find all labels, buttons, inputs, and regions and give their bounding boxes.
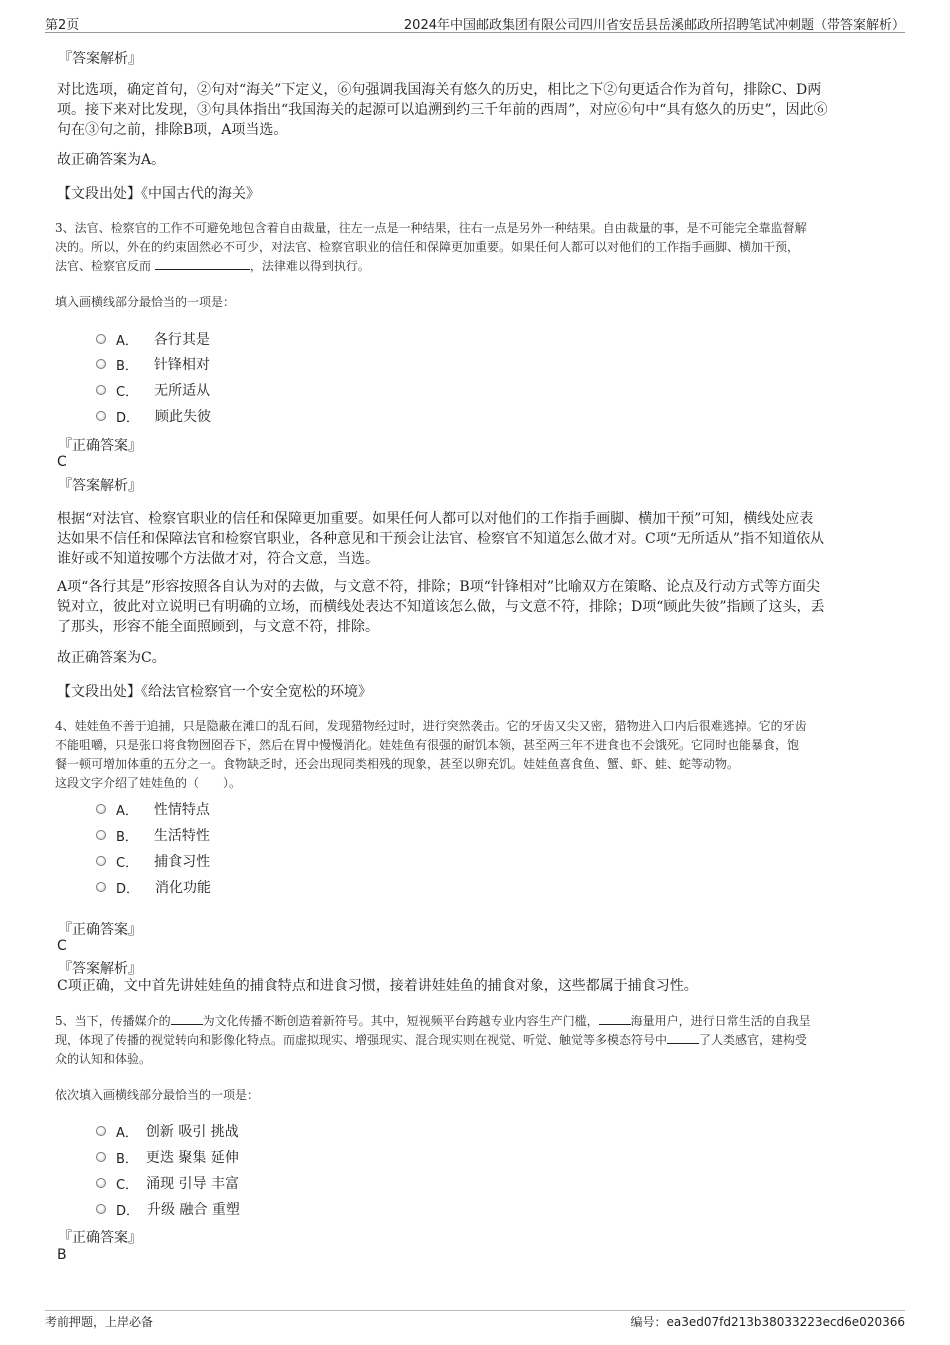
q5-blank-1: [171, 1012, 203, 1025]
q3-line-before-blank: 法官、检察官反而: [55, 259, 152, 273]
q3-analysis-tag: 『答案解析』: [58, 478, 142, 494]
q5-line: [55, 1012, 900, 1031]
q5-answer: B: [57, 1247, 67, 1263]
radio-icon[interactable]: [96, 1152, 106, 1162]
radio-icon[interactable]: [96, 411, 106, 421]
q3-option-d[interactable]: [96, 406, 211, 426]
q3-analysis-line: 了那头，形容不能全面照顾到，与文意不符，排除。: [57, 619, 379, 635]
radio-icon[interactable]: [96, 385, 106, 395]
option-key: A．: [116, 333, 138, 349]
q3-analysis-line: 根据“对法官、检察官职业的信任和保障更加重要。如果任何人都可以对他们的工作指手画脚、横加干预”可知，横线处应表: [57, 511, 814, 527]
q4-option-b[interactable]: [96, 825, 210, 845]
q5-line: 众的认知和体验。: [55, 1052, 152, 1066]
option-text: 创新 吸引 挑战: [145, 1124, 239, 1140]
q5-blank-2: [599, 1012, 631, 1025]
footer-divider: [45, 1310, 905, 1311]
option-text: 升级 融合 重塑: [147, 1202, 240, 1218]
footer-slogan: 考前押题，上岸必备: [45, 1315, 154, 1329]
q3-prompt: 填入画横线部分最恰当的一项是：: [55, 295, 236, 309]
option-key: C．: [116, 855, 139, 871]
q5-blank-3: [667, 1031, 699, 1044]
q4-option-c[interactable]: [96, 851, 210, 871]
q2-analysis: [57, 80, 897, 140]
q3-stem: [55, 219, 900, 276]
q5-option-c[interactable]: [96, 1173, 239, 1193]
q3-analysis-line: 锐对立，彼此对立说明已有明确的立场，而横线处表达不知道该怎么做，与文意不符，排除；D项“顾此失彼”指顾了这头，丢: [57, 599, 825, 615]
option-key: B．: [116, 358, 138, 374]
q5-text: 了人类感官，建构受: [699, 1033, 808, 1047]
radio-icon[interactable]: [96, 1178, 106, 1188]
q3-line-after-blank: ，法律难以得到执行。: [249, 259, 370, 273]
option-text: 性情特点: [153, 802, 210, 818]
option-text: 更迭 聚集 延伸: [145, 1150, 239, 1166]
q5-answer-tag: 『正确答案』: [58, 1230, 142, 1246]
q4-analysis-tag: 『答案解析』: [58, 961, 142, 977]
option-key: A．: [116, 1125, 138, 1141]
q4-option-d[interactable]: [96, 877, 211, 897]
q4-line: 餐一顿可增加体重的五分之一。食物缺乏时，还会出现同类相残的现象，甚至以卵充饥。娃娃鱼喜食鱼、蟹、虾、蛙、蛇等动物。: [55, 757, 740, 771]
page-number: 第2页: [45, 18, 80, 33]
q3-conclusion: 故正确答案为C。: [57, 650, 166, 666]
radio-icon[interactable]: [96, 856, 106, 866]
q3-option-b[interactable]: [96, 354, 210, 374]
header-divider: [45, 32, 905, 33]
q5-stem: [55, 1012, 900, 1069]
q3-answer-tag: 『正确答案』: [58, 438, 142, 454]
option-text: 无所适从: [154, 383, 211, 399]
q4-line: 不能咀嚼，只是张口将食物囫囵吞下，然后在胃中慢慢消化。娃娃鱼有很强的耐饥本领，甚至两三年不进食也不会饿死。它同时也能暴食，饱: [55, 738, 800, 752]
option-key: B．: [116, 829, 138, 845]
q3-blank: [155, 257, 250, 270]
q5-text: 现，体现了传播的视觉转向和影像化特点。而虚拟现实、增强现实、混合现实则在视觉、听觉、触觉等多模态符号中: [55, 1033, 668, 1047]
radio-icon[interactable]: [96, 882, 106, 892]
q3-source: 【文段出处】《给法官检察官一个安全宽松的环境》: [57, 684, 372, 700]
q2-analysis-line: 句在③句之前，排除B项，A项当选。: [57, 122, 288, 138]
radio-icon[interactable]: [96, 359, 106, 369]
q5-text: 为文化传播不断创造着新符号。其中，短视频平台跨越专业内容生产门槛，: [202, 1014, 599, 1028]
q3-line: 决的。所以，外在的约束固然必不可少，对法官、检察官职业的信任和保障更加重要。如果任何人都可以对他们的工作指手画脚、横加干预，: [55, 240, 800, 254]
q5-text: 5、当下，传播媒介的: [55, 1014, 171, 1028]
q3-analysis-line: 谁好或不知道按哪个方法做才对，符合文意，当选。: [57, 551, 379, 567]
q4-line: 这段文字介绍了娃娃鱼的（ ）。: [55, 776, 242, 790]
q4-analysis: C项正确，文中首先讲娃娃鱼的捕食特点和进食习惯，接着讲娃娃鱼的捕食对象，这些都属于捕食习性。: [57, 978, 698, 994]
option-key: A．: [116, 803, 138, 819]
q2-source: 【文段出处】《中国古代的海关》: [57, 186, 260, 202]
q2-analysis-line: 项。接下来对比发现，③句具体指出“我国海关的起源可以追溯到约三千年前的西周”，对应⑥句中“具有悠久的历史”，因此⑥: [57, 102, 828, 118]
q3-option-a[interactable]: [96, 329, 210, 349]
q5-prompt: 依次填入画横线部分最恰当的一项是：: [55, 1088, 260, 1102]
option-key: D．: [116, 1203, 140, 1219]
document-title: 2024年中国邮政集团有限公司四川省安岳县岳溪邮政所招聘笔试冲刺题（带答案解析）: [403, 18, 905, 33]
q2-conclusion: 故正确答案为A。: [57, 152, 166, 168]
q5-option-b[interactable]: [96, 1147, 239, 1167]
radio-icon[interactable]: [96, 334, 106, 344]
radio-icon[interactable]: [96, 830, 106, 840]
document-id: 编号：ea3ed07fd213b38033223ecd6e020366: [630, 1315, 905, 1329]
option-text: 顾此失彼: [155, 409, 212, 425]
q5-text: 海量用户，进行日常生活的自我呈: [630, 1014, 811, 1028]
option-text: 涌现 引导 丰富: [146, 1176, 239, 1192]
option-text: 捕食习性: [154, 854, 211, 870]
option-text: 生活特性: [153, 828, 210, 844]
radio-icon[interactable]: [96, 1126, 106, 1136]
q4-answer: C: [57, 938, 67, 954]
q2-analysis-tag: 『答案解析』: [58, 51, 142, 67]
option-key: C．: [116, 384, 139, 400]
q4-stem: [55, 717, 900, 793]
q4-option-a[interactable]: [96, 799, 210, 819]
q4-line: 4、娃娃鱼不善于追捕，只是隐蔽在滩口的乱石间，发现猎物经过时，进行突然袭击。它的牙齿又尖又密，猎物进入口内后很难逃掉。它的牙齿: [55, 719, 807, 733]
option-text: 各行其是: [153, 332, 210, 348]
q5-option-d[interactable]: [96, 1199, 240, 1219]
q3-answer: C: [57, 454, 67, 470]
q5-option-a[interactable]: [96, 1121, 239, 1141]
option-key: C．: [116, 1177, 139, 1193]
q4-answer-tag: 『正确答案』: [58, 922, 142, 938]
option-text: 消化功能: [155, 880, 212, 896]
option-key: D．: [116, 881, 140, 897]
q3-analysis-2: [57, 577, 897, 637]
option-text: 针锋相对: [153, 357, 210, 373]
radio-icon[interactable]: [96, 804, 106, 814]
option-key: B．: [116, 1151, 138, 1167]
q3-analysis-line: 达如果不信任和保障法官和检察官职业，各种意见和干预会让法官、检察官不知道怎么做才对。C项“无所适从”指不知道依从: [57, 531, 825, 547]
q3-analysis-1: [57, 509, 897, 569]
q3-line: 3、法官、检察官的工作不可避免地包含着自由裁量，往左一点是一种结果，往右一点是另外一种结果。自由裁量的事，是不可能完全靠监督解: [55, 221, 807, 235]
q3-line: [55, 257, 900, 276]
radio-icon[interactable]: [96, 1204, 106, 1214]
q5-line: [55, 1031, 900, 1050]
option-key: D．: [116, 410, 140, 426]
q3-option-c[interactable]: [96, 380, 210, 400]
q3-analysis-line: A项“各行其是”形容按照各自认为对的去做，与文意不符，排除；B项“针锋相对”比喻双方在策略、论点及行动方式等方面尖: [57, 579, 821, 595]
q2-analysis-line: 对比选项，确定首句，②句对“海关”下定义，⑥句强调我国海关有悠久的历史，相比之下②句更适合作为首句，排除C、D两: [57, 82, 822, 98]
